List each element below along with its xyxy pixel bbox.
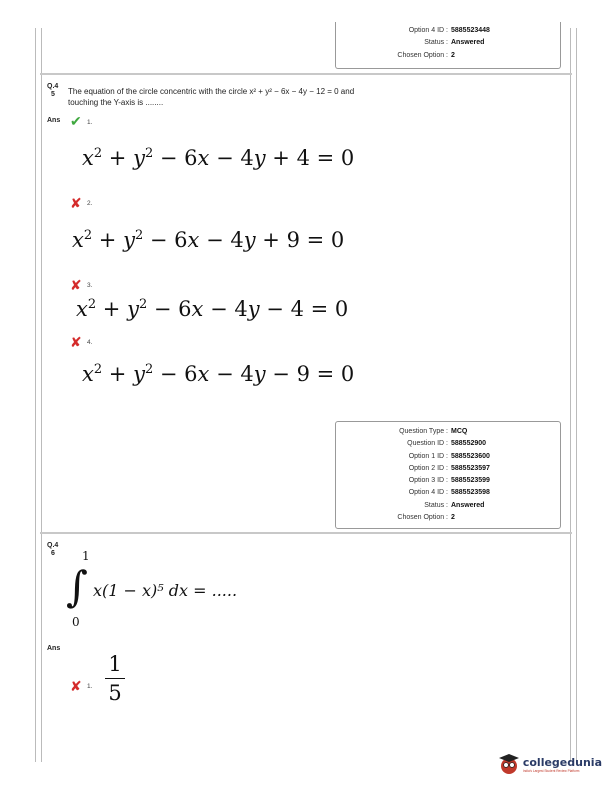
fraction-denominator: 5 — [108, 681, 122, 705]
section-divider — [40, 73, 572, 75]
question-number-bottom: 5 — [51, 91, 55, 98]
answer-label: Ans — [47, 117, 61, 124]
info-row — [336, 451, 560, 463]
frame-line-left-inner — [41, 28, 42, 762]
cross-icon: ✘ — [70, 678, 82, 694]
info-value: 5885523600 — [451, 452, 490, 460]
info-value: 5885523598 — [451, 489, 490, 497]
option-3-equation: $x^2 + y^2 - 6x - 4y - 4 = 0$ — [76, 297, 349, 321]
option-sign: − — [266, 297, 284, 321]
fraction-bar — [105, 678, 125, 679]
option-sign: − — [272, 362, 290, 386]
integrand: x(1 − x)⁵ dx = ..... — [93, 581, 238, 600]
info-row — [336, 500, 560, 512]
info-value: 5885523597 — [451, 464, 490, 472]
info-key: Status : — [424, 39, 448, 47]
option-number: 2. — [87, 200, 93, 207]
section-divider — [40, 532, 572, 534]
option-number: 1. — [87, 683, 93, 690]
option-2-equation: $x^2 + y^2 - 6x - 4y + 9 = 0$ — [72, 228, 345, 252]
frame-line-right-inner — [570, 28, 571, 762]
check-icon: ✔ — [70, 113, 82, 129]
logo-name: collegedunia — [522, 755, 602, 769]
option-constant: 9 — [296, 362, 310, 386]
option-1-fraction — [105, 652, 125, 705]
question-number-top: Q.4 — [47, 83, 59, 90]
cross-icon: ✘ — [70, 334, 82, 350]
collegedunia-logo — [497, 752, 602, 776]
info-row — [336, 426, 560, 438]
info-row — [336, 438, 560, 450]
info-value: 2 — [451, 514, 455, 522]
info-value: Answered — [451, 39, 485, 47]
logo-tagline: India's Largest Student Review Platform — [522, 768, 580, 773]
question-number — [47, 542, 58, 558]
option-constant: 9 — [286, 228, 300, 252]
info-key: Option 2 ID : — [408, 464, 448, 472]
answer-label: Ans — [47, 645, 61, 652]
info-value: 588552900 — [451, 440, 487, 448]
info-row — [336, 512, 560, 524]
info-key: Chosen Option : — [397, 514, 448, 522]
question-text-line: The equation of the circle concentric with the circle x² + y² − 6x − 4y − 12 = 0 and — [68, 87, 355, 96]
frame-line-right-outer — [576, 28, 577, 762]
info-row — [336, 463, 560, 475]
info-row — [336, 475, 560, 487]
info-value: 2 — [451, 51, 455, 59]
info-key: Question Type : — [399, 428, 448, 435]
info-key: Option 4 ID : — [408, 489, 448, 497]
option-constant: 4 — [296, 146, 310, 170]
option-number: 4. — [87, 339, 93, 346]
question-text-line: touching the Y-axis is ........ — [68, 98, 164, 107]
info-key: Option 4 ID : — [408, 27, 448, 34]
previous-question-info-box — [335, 22, 561, 69]
info-key: Option 3 ID : — [408, 477, 448, 485]
option-number: 3. — [87, 282, 93, 289]
graduate-icon — [497, 752, 521, 776]
integral-lower-limit: 0 — [72, 615, 80, 629]
info-value: MCQ — [451, 428, 468, 435]
info-key: Option 1 ID : — [408, 452, 448, 460]
option-1-equation: $x^2 + y^2 - 6x - 4y + 4 = 0$ — [82, 146, 355, 170]
integral-upper-limit: 1 — [82, 549, 90, 563]
info-value: 5885523599 — [451, 477, 490, 485]
info-row — [336, 25, 560, 37]
info-value: Answered — [451, 501, 485, 509]
info-row — [336, 37, 560, 49]
question-text — [68, 86, 428, 108]
question-number-bottom: 6 — [51, 550, 55, 557]
cross-icon: ✘ — [70, 277, 82, 293]
cross-icon: ✘ — [70, 195, 82, 211]
info-key: Status : — [424, 501, 448, 509]
fraction-numerator: 1 — [108, 652, 122, 676]
info-row — [336, 487, 560, 499]
info-value: 5885523448 — [451, 27, 490, 34]
option-sign: + — [272, 146, 290, 170]
info-key: Chosen Option : — [397, 51, 448, 59]
info-key: Question ID : — [407, 440, 448, 448]
question-number — [47, 83, 58, 99]
option-constant: 4 — [290, 297, 304, 321]
option-4-equation: $x^2 + y^2 - 6x - 4y - 9 = 0$ — [82, 362, 355, 386]
option-sign: + — [262, 228, 280, 252]
frame-line-left-outer — [35, 28, 36, 762]
option-number: 1. — [87, 119, 93, 126]
question-info-box — [335, 421, 561, 529]
info-row — [336, 50, 560, 62]
integral-sign: ∫ — [66, 562, 88, 611]
question-number-top: Q.4 — [47, 542, 59, 549]
